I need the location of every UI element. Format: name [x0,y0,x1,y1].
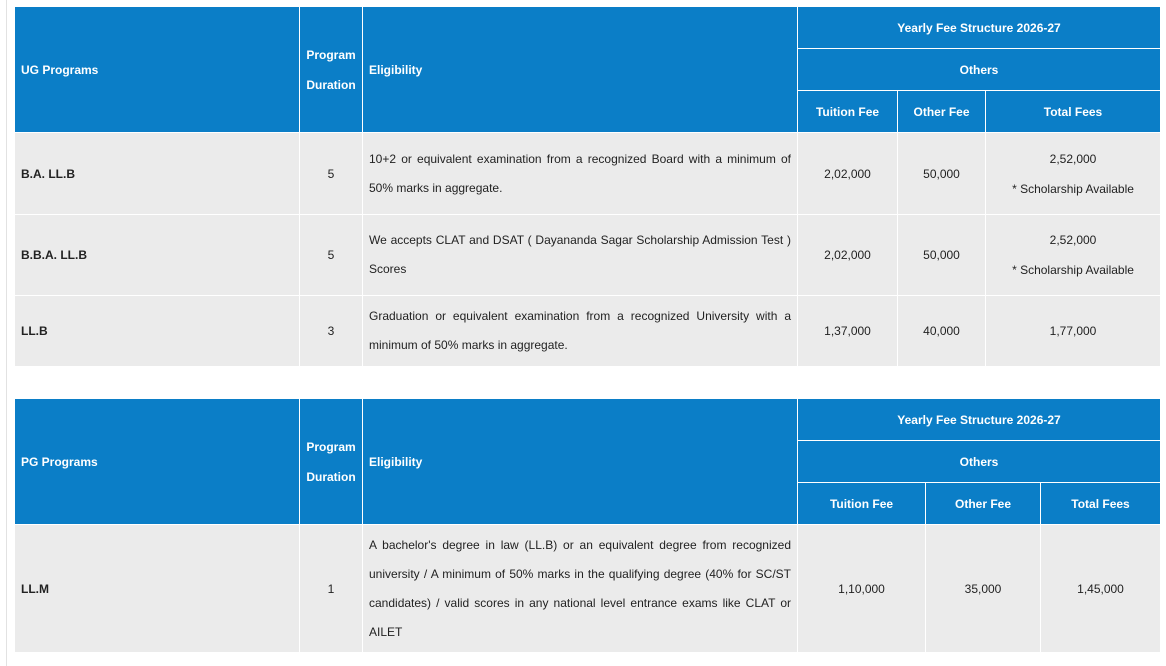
yearly-fee-header: Yearly Fee Structure 2026-27 [798,399,1161,441]
eligibility-text: 10+2 or equivalent examination from a recognized Board with a minimum of 50% marks in aggregate. [363,133,798,215]
duration-header-line1: Program [306,47,356,62]
other-fee: 35,000 [926,525,1041,653]
duration-header-line2: Duration [306,469,356,484]
pg-fee-table [14,398,1161,653]
program-name: LL.B [15,296,300,367]
scholarship-note: * Scholarship Available [1012,181,1134,196]
ug-table-header [15,7,1161,133]
other-fee-header: Other Fee [926,483,1041,525]
tuition-fee-header: Tuition Fee [798,91,898,133]
tuition-fee: 1,10,000 [798,525,926,653]
program-duration: 1 [300,525,363,653]
program-duration: 5 [300,133,363,215]
duration-header-line2: Duration [306,77,356,92]
yearly-fee-header: Yearly Fee Structure 2026-27 [798,7,1161,49]
tuition-fee: 2,02,000 [798,215,898,296]
scholarship-note: * Scholarship Available [1012,263,1134,277]
tuition-fee: 1,37,000 [798,296,898,367]
duration-header [300,7,363,133]
tuition-fee: 2,02,000 [798,133,898,215]
total-fees-header: Total Fees [1041,483,1161,525]
total-fees: 1,77,000 [986,296,1161,367]
total-fees-cell [986,215,1161,296]
other-fee: 50,000 [898,215,986,296]
table-row [15,215,1161,296]
others-header: Others [798,49,1161,91]
program-name: B.B.A. LL.B [15,215,300,296]
total-fees: 2,52,000 [1049,233,1097,247]
duration-header [300,399,363,525]
total-fees-cell [986,133,1161,215]
tuition-fee-header: Tuition Fee [798,483,926,525]
other-fee-header: Other Fee [898,91,986,133]
program-duration: 3 [300,296,363,367]
other-fee: 50,000 [898,133,986,215]
total-fees: 1,45,000 [1041,525,1161,653]
ug-programs-header: UG Programs [15,7,300,133]
eligibility-text: Graduation or equivalent examination from a recognized University with a minimum of 50% marks in aggregate. [363,296,798,367]
table-row [15,525,1161,653]
eligibility-header: Eligibility [363,7,798,133]
program-name: LL.M [15,525,300,653]
pg-programs-header: PG Programs [15,399,300,525]
table-row [15,296,1161,367]
total-fees: 2,52,000 [1049,151,1097,166]
duration-header-line1: Program [306,439,356,454]
other-fee: 40,000 [898,296,986,367]
table-row [15,133,1161,215]
eligibility-text: We accepts CLAT and DSAT ( Dayananda Sagar Scholarship Admission Test ) Scores [363,215,798,296]
total-fees-header: Total Fees [986,91,1161,133]
others-header: Others [798,441,1161,483]
eligibility-header: Eligibility [363,399,798,525]
ug-fee-table [14,6,1161,367]
program-name: B.A. LL.B [15,133,300,215]
eligibility-text: A bachelor's degree in law (LL.B) or an equivalent degree from recognized university / A minimum of 50% marks in the qualifying degree (40% for SC/ST candidates) / valid scores in any national level entrance exams like CLAT or AILET [363,525,798,653]
pg-table-header [15,399,1161,525]
program-duration: 5 [300,215,363,296]
